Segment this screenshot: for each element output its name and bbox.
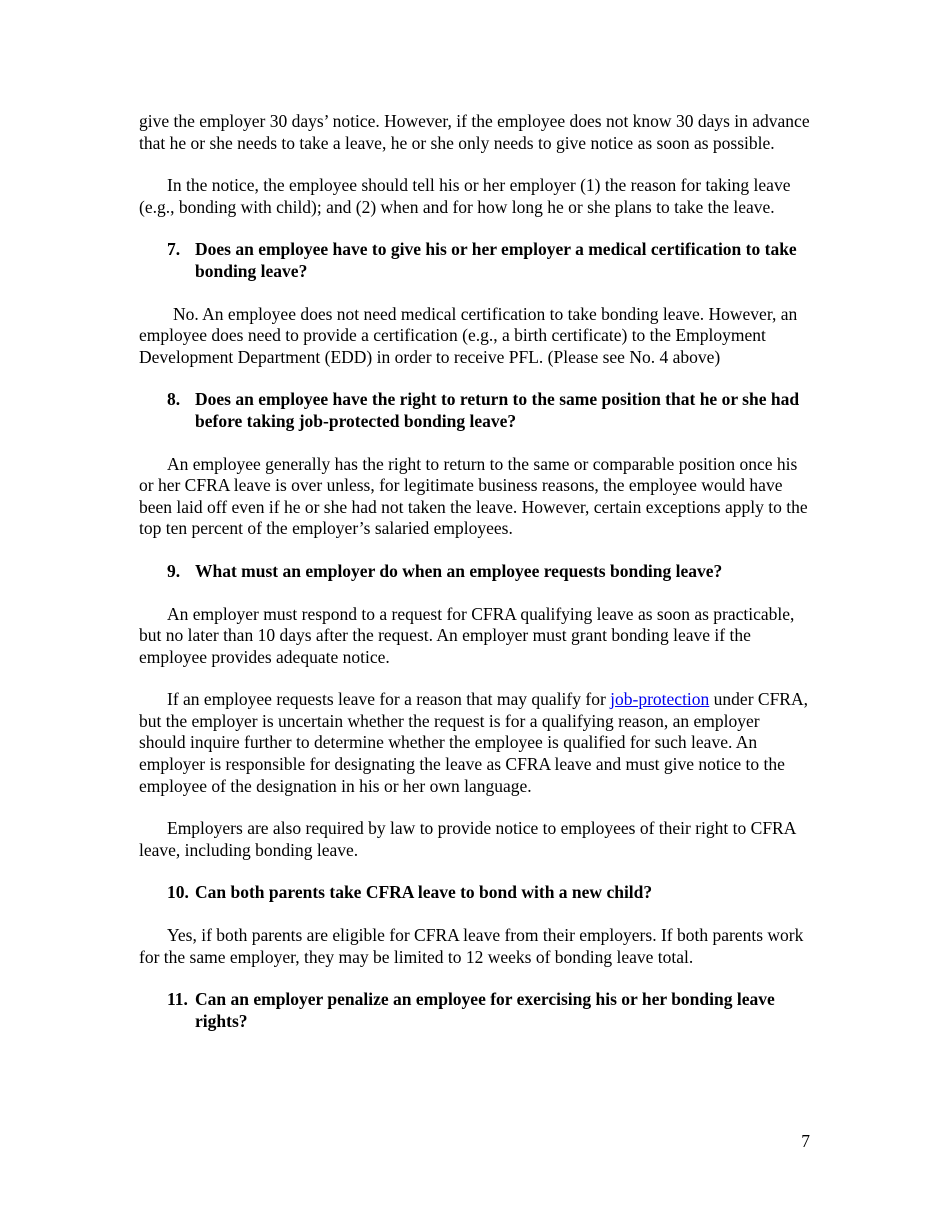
answer-7: No. An employee does not need medical certification to take bonding leave. However, an employee does need to provide a certification (e.g., a birth certificate) to the Employment Development Department (EDD) in order to receive PFL. (Please see No. 4 above): [139, 303, 798, 367]
job-protection-link[interactable]: job-protection: [610, 689, 710, 710]
question-number: 11.: [167, 989, 188, 1010]
question-8: [167, 389, 810, 432]
answer-9-part-3: Employers are also required by law to provide notice to employees of their right to CFRA leave, including bonding leave.: [139, 818, 796, 860]
question-number: 9.: [167, 560, 181, 581]
question-text: Can both parents take CFRA leave to bond with a new child?: [195, 882, 653, 903]
question-number: 7.: [167, 239, 181, 260]
answer-9-part-1: An employer must respond to a request for CFRA qualifying leave as soon as practicable, but no later than 10 days after the request. An employer must grant bonding leave if the employee provides adequate notice.: [139, 603, 795, 667]
question-text: Can an employer penalize an employee for exercising his or her bonding leave rights?: [195, 989, 775, 1031]
answer-9-part-2: [139, 689, 810, 797]
question-11: [167, 989, 810, 1032]
question-10: [167, 882, 810, 904]
answer-8: An employee generally has the right to return to the same or comparable position once his or her CFRA leave is over unless, for legitimate business reasons, the employee would have been laid off even if he or she had not taken the leave. However, certain exceptions apply to the top ten percent of the employer’s salaried employees.: [139, 453, 808, 539]
question-9: [167, 561, 810, 583]
question-text: What must an employer do when an employee requests bonding leave?: [195, 560, 723, 581]
answer-9-text-before-link: If an employee requests leave for a reason that may qualify for: [167, 689, 611, 710]
question-text: Does an employee have the right to return to the same position that he or she had before taking job-protected bonding leave?: [195, 389, 800, 431]
answer-9-text-after-link: under CFRA, but the employer is uncertain whether the request is for a qualifying reason, an employer should inquire further to determine whether the employee is qualified for such leave. An employer is responsible for designating the leave as CFRA leave and must give notice to the employee of the designation in his or her own language.: [139, 689, 808, 796]
question-number: 10.: [167, 882, 189, 903]
answer-10: Yes, if both parents are eligible for CFRA leave from their employers. If both parents work for the same employer, they may be limited to 12 weeks of bonding leave total.: [139, 925, 804, 967]
question-text: Does an employee have to give his or her employer a medical certification to take bonding leave?: [195, 239, 797, 281]
page-number: 7: [801, 1131, 810, 1151]
paragraph-notice-content: In the notice, the employee should tell his or her employer (1) the reason for taking leave (e.g., bonding with child); and (2) when and for how long he or she plans to take the leave.: [139, 175, 791, 217]
question-number: 8.: [167, 389, 181, 410]
paragraph-notice-timing: give the employer 30 days’ notice. However, if the employee does not know 30 days in advance that he or she needs to take a leave, he or she only needs to give notice as soon as possible.: [139, 111, 810, 153]
question-7: [167, 239, 810, 282]
